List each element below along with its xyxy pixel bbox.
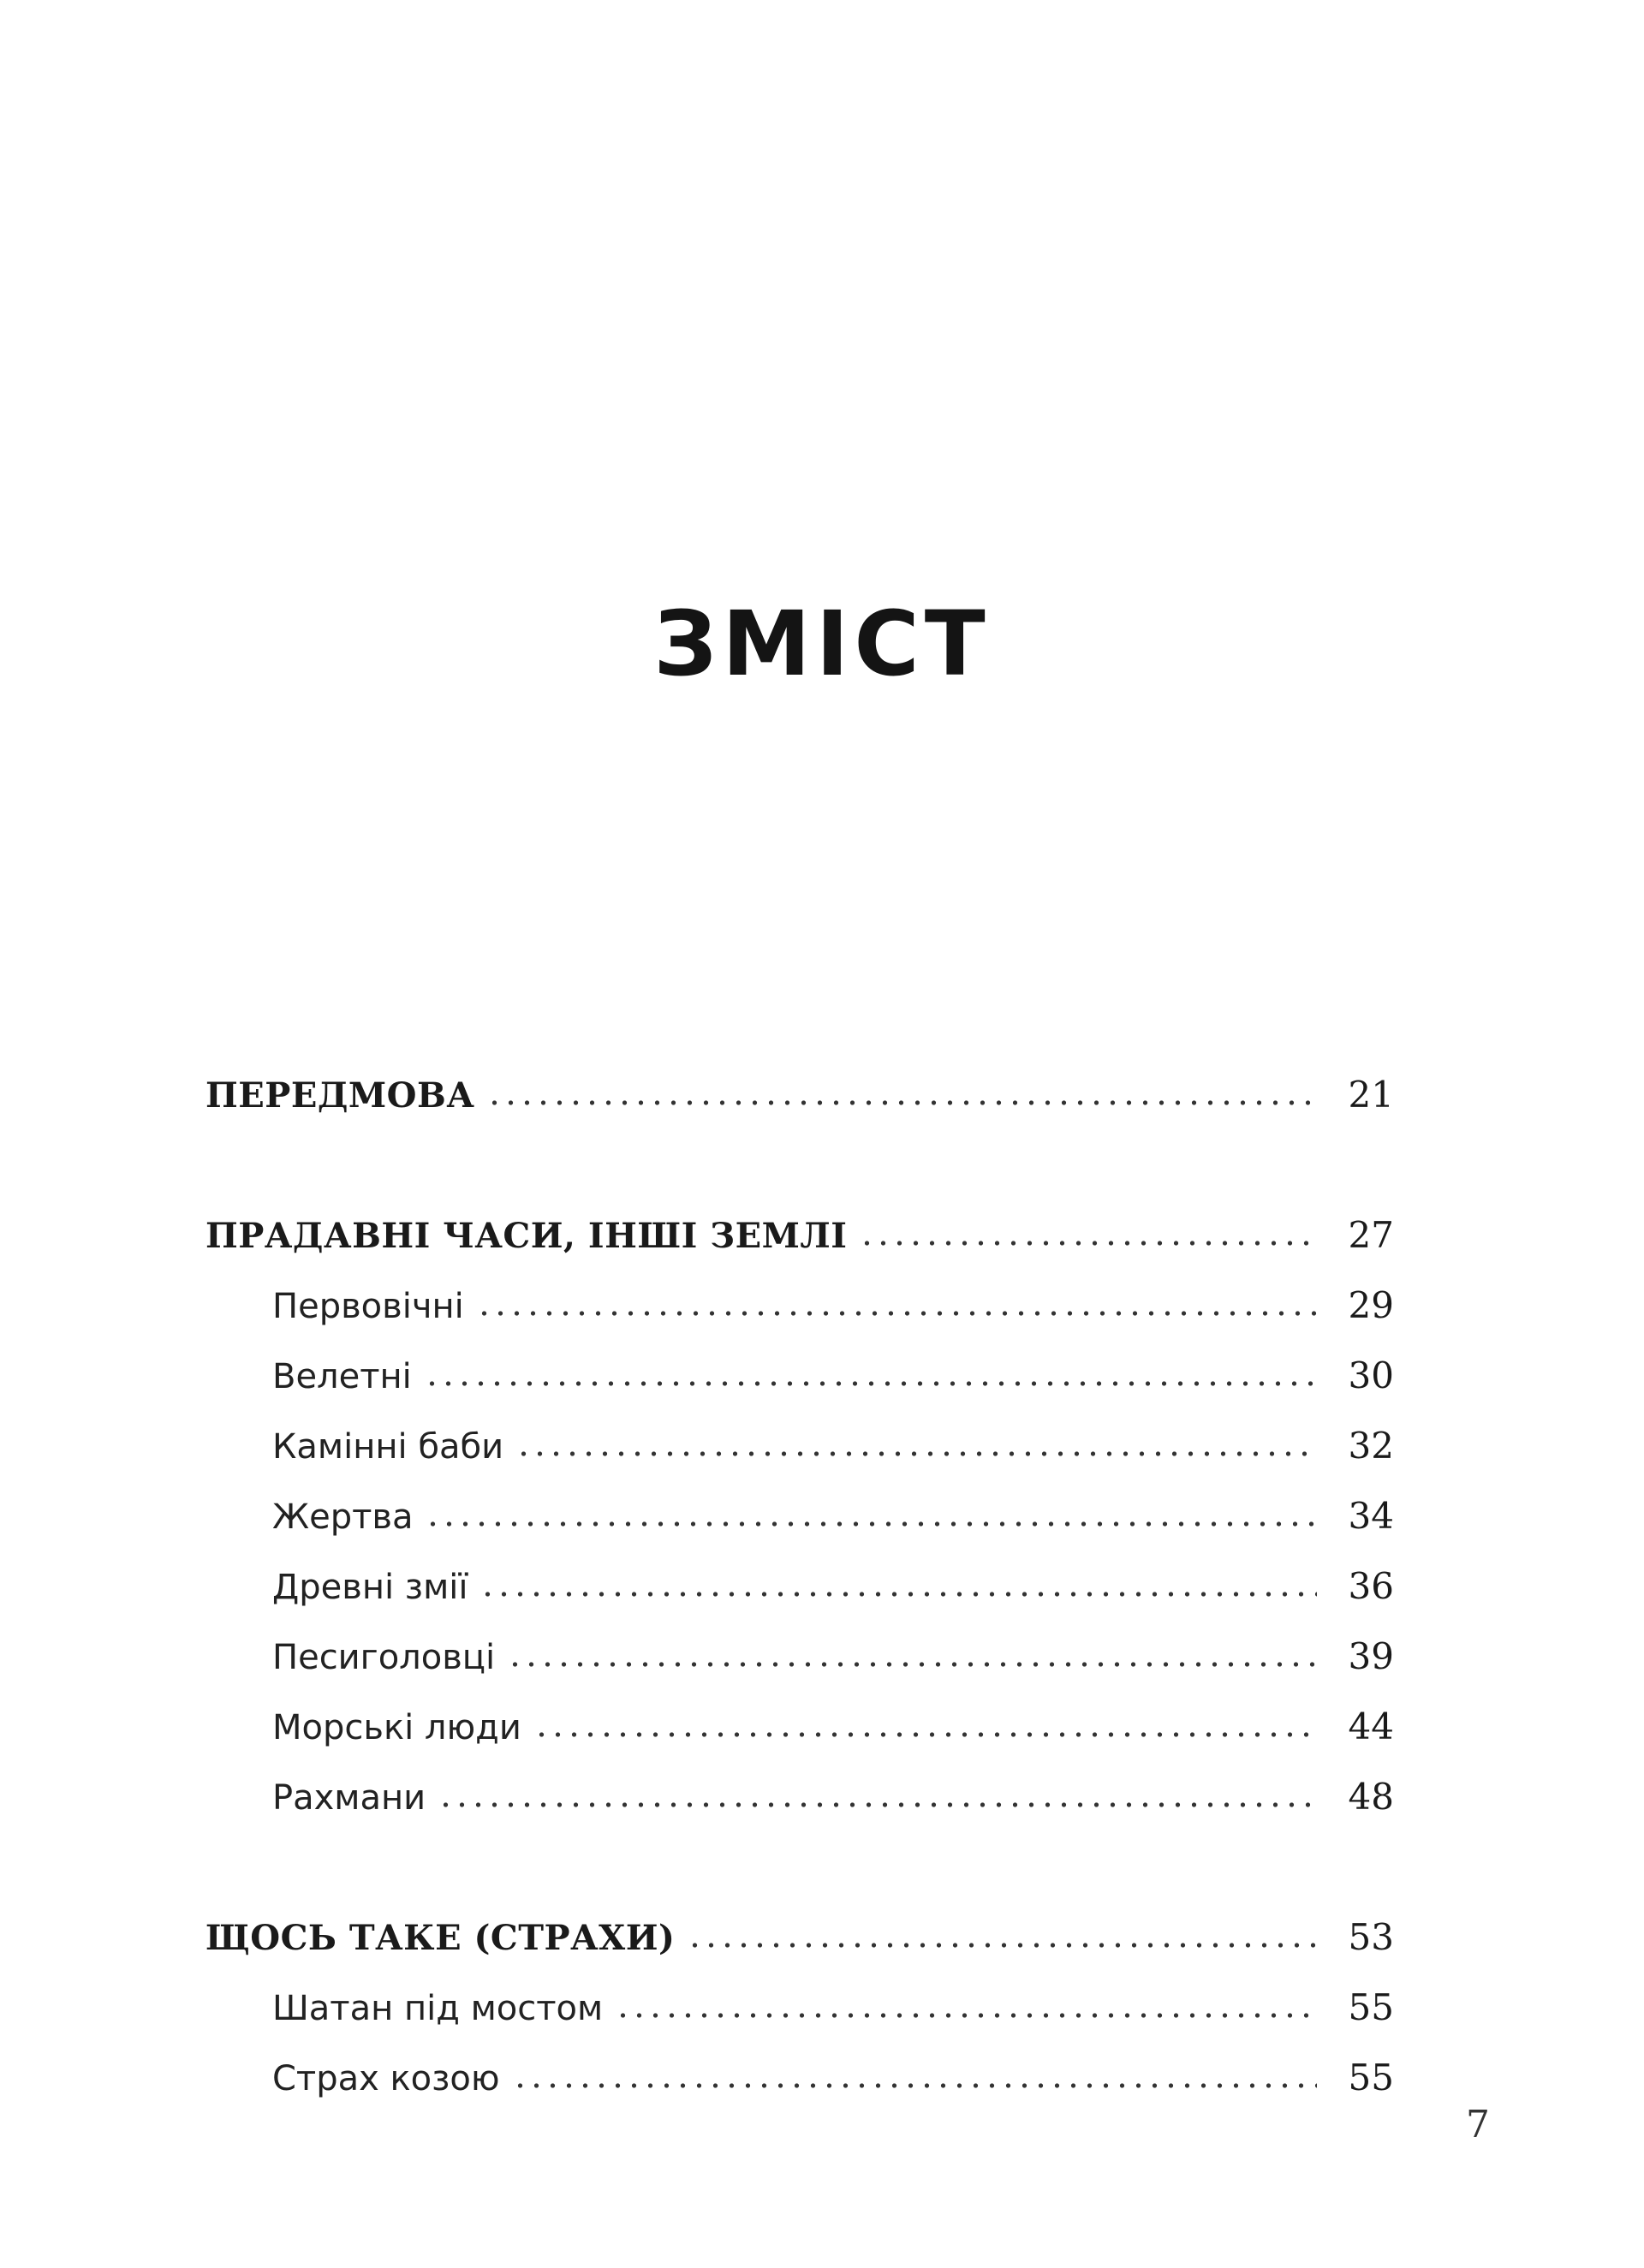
dot-leader [480, 1590, 1317, 1598]
toc-entry-label: ЩОСЬ ТАКЕ (СТРАХИ) [206, 1918, 676, 1958]
toc-entry-label: Песиголовці [272, 1638, 496, 1677]
toc-entry-subsection [206, 1341, 1394, 1411]
toc-entry-label: Первовічні [272, 1287, 464, 1326]
toc-entry-label: Жертва [272, 1497, 414, 1537]
dot-leader [615, 2011, 1317, 2020]
toc-entry-section [206, 1060, 1394, 1130]
dot-leader [486, 1098, 1317, 1107]
toc-entry-page-number: 34 [1348, 1495, 1394, 1537]
toc-entry-label: Шатан під мостом [272, 1989, 604, 2028]
page-title: ЗМІСТ [653, 591, 991, 696]
dot-leader [425, 1520, 1317, 1528]
toc-entry-section [206, 1200, 1394, 1271]
toc-entry-page-number: 53 [1348, 1916, 1394, 1958]
table-of-contents [206, 1060, 1394, 2113]
toc-entry-page-number: 36 [1348, 1565, 1394, 1607]
dot-leader [533, 1730, 1317, 1739]
toc-entry-page-number: 48 [1348, 1776, 1394, 1818]
dot-leader [687, 1941, 1317, 1950]
toc-entry-subsection [206, 1622, 1394, 1692]
dot-leader [515, 1449, 1317, 1458]
toc-entry-page-number: 44 [1348, 1705, 1394, 1747]
dot-leader [859, 1239, 1317, 1247]
toc-entry-page-number: 32 [1348, 1425, 1394, 1467]
dot-leader [512, 2081, 1317, 2090]
dot-leader [507, 1660, 1317, 1669]
page-number: 7 [1466, 2103, 1490, 2146]
toc-entry-label: Велетні [272, 1357, 412, 1396]
toc-entry-subsection [206, 1973, 1394, 2043]
toc-entry-label: Страх козою [272, 2059, 500, 2098]
toc-entry-subsection [206, 1762, 1394, 1832]
toc-entry-page-number: 39 [1348, 1635, 1394, 1677]
dot-leader [476, 1309, 1317, 1318]
toc-entry-subsection [206, 2043, 1394, 2113]
toc-entry-page-number: 21 [1348, 1074, 1394, 1116]
toc-entry-subsection [206, 1481, 1394, 1551]
toc-entry-label: Камінні баби [272, 1427, 504, 1467]
toc-entry-page-number: 29 [1348, 1284, 1394, 1326]
toc-entry-page-number: 27 [1348, 1214, 1394, 1256]
toc-entry-label: ПРАДАВНІ ЧАСИ, ІНШІ ЗЕМЛІ [206, 1216, 848, 1256]
dot-leader [424, 1379, 1317, 1388]
toc-entry-subsection [206, 1551, 1394, 1622]
dot-leader [438, 1801, 1317, 1809]
toc-entry-page-number: 55 [1348, 1986, 1394, 2028]
toc-entry-page-number: 55 [1348, 2057, 1394, 2098]
toc-entry-label: Древні змії [272, 1568, 468, 1607]
toc-entry-subsection [206, 1271, 1394, 1341]
toc-entry-label: Морські люди [272, 1708, 521, 1747]
toc-entry-label: ПЕРЕДМОВА [206, 1075, 475, 1116]
toc-entry-label: Рахмани [272, 1778, 426, 1818]
toc-entry-page-number: 30 [1348, 1354, 1394, 1396]
toc-entry-subsection [206, 1692, 1394, 1762]
toc-entry-subsection [206, 1411, 1394, 1481]
toc-entry-section [206, 1902, 1394, 1973]
